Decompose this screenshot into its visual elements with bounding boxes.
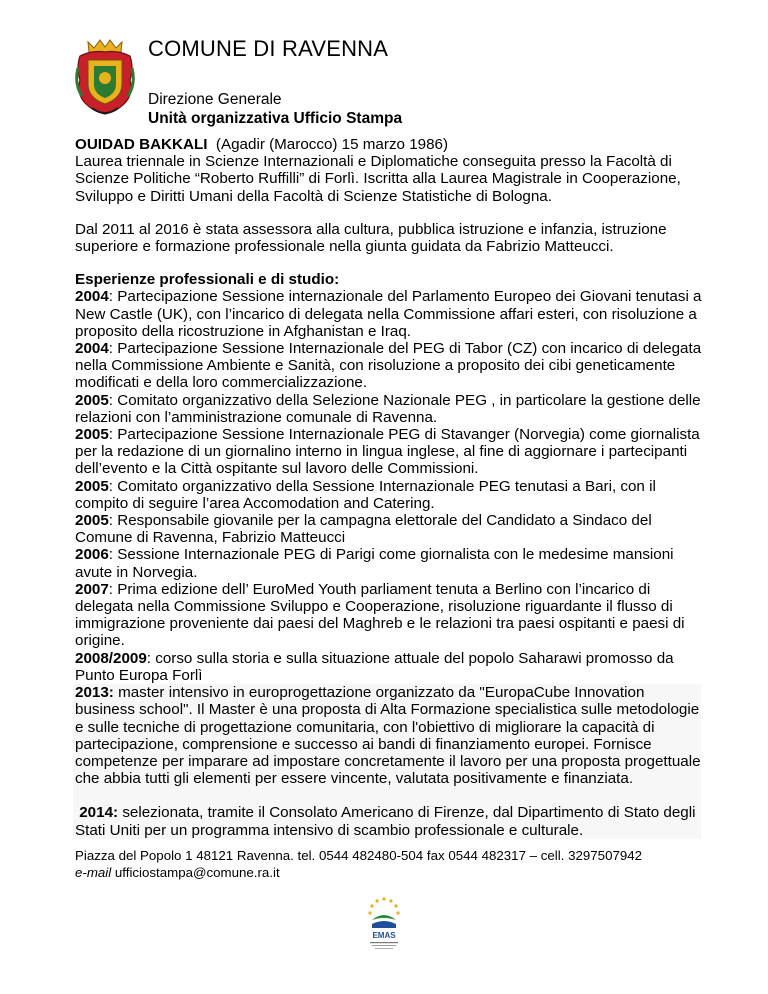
experience-year: 2005	[75, 477, 109, 495]
experience-item	[75, 340, 705, 392]
experience-year: 2005	[75, 426, 109, 444]
experience-year: 2013:	[75, 684, 114, 702]
experience-text: selezionata, tramite il Consolato Americano di Firenze, dal Dipartimento di Stato degli Stati Uniti per un programma intensivo di scambio professionale e culturale.	[75, 804, 696, 839]
experience-year: 2004	[75, 340, 109, 358]
experience-text: : corso sulla storia e sulla situazione attuale del popolo Saharawi promosso da Punto Europa Forlì	[75, 649, 674, 684]
experience-year: 2006	[75, 546, 109, 564]
emas-label: EMAS	[372, 931, 396, 940]
email-address[interactable]: ufficiostampa@comune.ra.it	[114, 865, 280, 880]
experience-text: : Responsabile giovanile per la campagna elettorale del Candidato a Sindaco del Comune di Ravenna, Fabrizio Matteucci	[75, 512, 652, 547]
experience-item-2014	[75, 804, 701, 838]
experience-text: : Comitato organizzativo della Selezione Nazionale PEG , in particolare la gestione delle relazioni con l’amministrazione comunale di Ravenna.	[75, 391, 701, 426]
experience-text: : Partecipazione Sessione Internazionale PEG di Stavanger (Norvegia) come giornalista per la redazione di un giornalino interno in lingua inglese, al fine di aggiornare i partecipanti dell’evento e la Città ospitante sul lavoro delle Commissioni.	[75, 426, 700, 478]
experience-item	[75, 512, 705, 546]
ravenna-crest-logo	[74, 38, 136, 118]
experience-text: : Partecipazione Sessione Internazionale del PEG di Tabor (CZ) con incarico di delegata nella Commissione Ambiente e Sanità, con risoluzione a proposito dei cibi geneticamente modificati e della loro commercializzazione.	[75, 340, 702, 392]
experience-highlight-block	[73, 684, 701, 839]
organization-name: COMUNE DI RAVENNA	[148, 36, 389, 61]
unit-name: Unità organizzativa Ufficio Stampa	[148, 110, 403, 127]
document-body	[75, 136, 705, 839]
experience-text: : Comitato organizzativo della Sessione Internazionale PEG tenutasi a Bari, con il compito di seguire l’area Accomodation and Catering.	[75, 477, 656, 512]
experience-item-2013	[75, 684, 701, 787]
footer-address: Piazza del Popolo 1 48121 Ravenna. tel. 0544 482480-504 fax 0544 482317 – cell. 3297507942	[75, 848, 643, 863]
emas-logo	[362, 894, 406, 956]
department-name: Direzione Generale	[148, 91, 282, 108]
experience-year: 2014:	[79, 804, 119, 822]
experience-item	[75, 546, 705, 580]
experiences-heading: Esperienze professionali e di studio:	[75, 271, 340, 289]
experience-item	[75, 581, 705, 650]
experiences-list	[75, 288, 705, 684]
experience-item	[75, 392, 705, 426]
experience-text: : Partecipazione Sessione internazionale del Parlamento Europeo dei Giovani tenutasi a New Castle (UK), con l’incarico di delegata nella Commissione affari esteri, con risoluzione a proposito della ricostruzione in Afghanistan e Iraq.	[75, 288, 702, 340]
experience-item	[75, 426, 705, 478]
experience-item	[75, 478, 705, 512]
footer	[75, 847, 642, 881]
education-text: Laurea triennale in Scienze Internazionali e Diplomatiche conseguita presso la Facoltà di Scienze Politiche “Roberto Ruffilli” di Forlì. Iscritta alla Laurea Magistrale in Cooperazione, Sviluppo e Diritti Umani della Facoltà di Scienze Statistiche di Bologna.	[75, 153, 681, 205]
experience-text: : Prima edizione dell’ EuroMed Youth parliament tenuta a Berlino con l’incarico di delegata nella Commissione Sviluppo e Cooperazione, risoluzione riguardante il flusso di immigrazione proveniente dai paesi del Maghreb e le relazioni tra paesi ospitanti e paesi di origine.	[75, 580, 685, 650]
birth-info: (Agadir (Marocco) 15 marzo 1986)	[215, 136, 449, 153]
role-text: Dal 2011 al 2016 è stata assessora alla cultura, pubblica istruzione e infanzia, istruzione superiore e formazione professionale nella giunta guidata da Fabrizio Matteucci.	[75, 220, 667, 256]
experience-year: 2005	[75, 512, 109, 530]
experience-text: master intensivo in europrogettazione organizzato da "EuropaCube Innovation business school". Il Master è una proposta di Alta Formazione specialistica sulle metodologie e sulle tecniche di progettazione comunitaria, con l'obiettivo di migliorare la capacità di partecipazione, comprensione e successo ai bandi di finanziamento europei. Fornisce competenze per imparare ad impostare concretamente il lavoro per una proposta progettuale che abbia tutti gli elementi per essere vincente, valutata positivamente e finanziata.	[75, 684, 701, 788]
email-label: e-mail	[75, 865, 112, 880]
experience-year: 2004	[75, 288, 109, 306]
experience-item	[75, 650, 705, 684]
experience-year: 2007	[75, 580, 109, 598]
experience-year: 2008/2009	[75, 649, 147, 667]
experience-year: 2005	[75, 391, 109, 409]
experience-item	[75, 288, 705, 340]
person-name: OUIDAD BAKKALI	[75, 136, 208, 153]
bio-intro	[75, 136, 705, 153]
footer-email-line	[75, 864, 642, 881]
experience-text: : Sessione Internazionale PEG di Parigi come giornalista con le medesime mansioni avute in Norvegia.	[75, 546, 674, 581]
